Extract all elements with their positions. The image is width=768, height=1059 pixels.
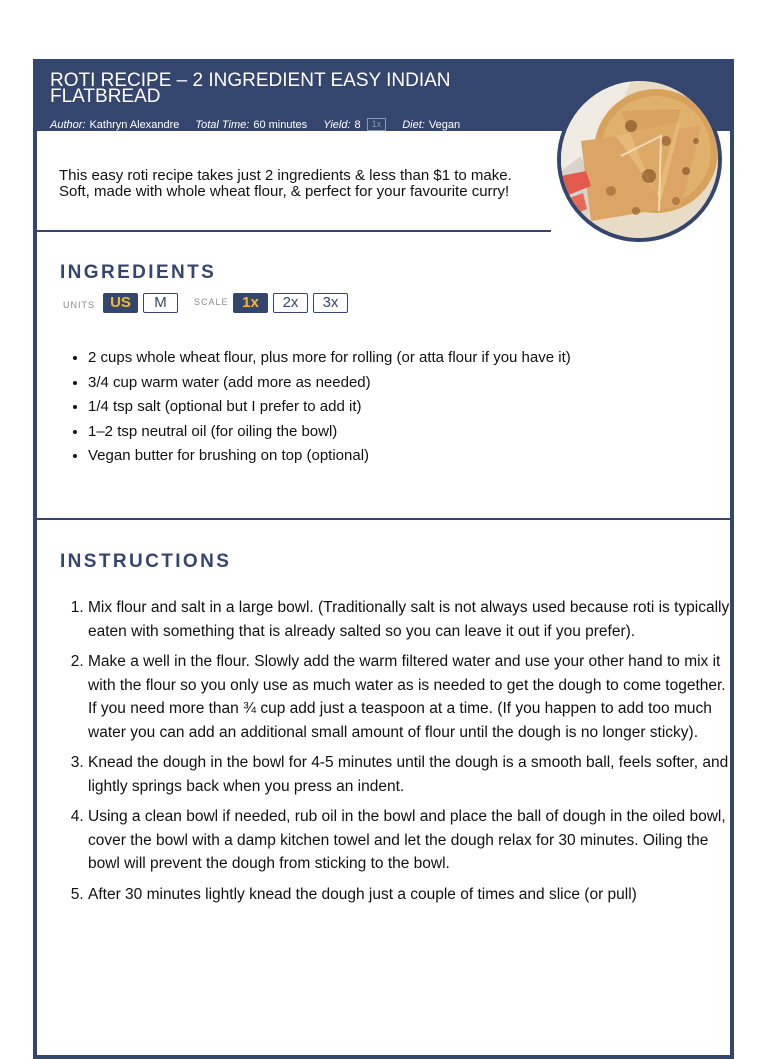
roti-photo-illustration (561, 81, 718, 238)
recipe-summary: This easy roti recipe takes just 2 ingredients & less than $1 to make. Soft, made with whole wheat flour, & perfect for your favourite curry! (59, 167, 512, 200)
scale-1x-button[interactable]: 1x (233, 293, 268, 313)
instruction-step: 5. After 30 minutes lightly knead the dough just a couple of times and slice (or pull) (88, 883, 736, 907)
ingredient-item: • 1–2 tsp neutral oil (for oiling the bowl) (88, 420, 728, 445)
diet-label: Diet: (402, 119, 425, 131)
scale-3x-button[interactable]: 3x (313, 293, 348, 313)
instruction-step: 2. Make a well in the flour. Slowly add the warm filtered water and use your other hand to mix it with the flour so you only use as much water as is needed to get the dough to come together. If you need more than ¾ cup add just a teaspoon at a time. (If you happen to add too much water you can add an additional small amount of flour until the dough is no longer sticky). (88, 650, 736, 744)
author-link[interactable]: Kathryn Alexandre (89, 119, 180, 131)
author-label: Author: (50, 119, 86, 131)
ingredient-item: • 2 cups whole wheat flour, plus more for rolling (or atta flour if you have it) (88, 346, 728, 371)
section-divider (37, 518, 730, 520)
ingredients-heading: INGREDIENTS (60, 262, 217, 283)
instruction-step: 4. Using a clean bowl if needed, rub oil in the bowl and place the ball of dough in the oiled bowl, cover the bowl with a damp kitchen towel and let the dough relax for 30 minutes. Oiling the bowl will prevent the dough from sticking to the bowl. (88, 805, 736, 876)
recipe-meta (50, 118, 473, 131)
instruction-list (60, 596, 736, 913)
scale-label: SCALE (194, 297, 229, 307)
summary-section (37, 131, 551, 232)
diet-value: Vegan (428, 119, 461, 131)
yield-label: Yield: (323, 119, 351, 131)
recipe-card (33, 59, 734, 1059)
ingredient-item: • 3/4 cup warm water (add more as needed) (88, 371, 728, 396)
ingredient-item: • Vegan butter for brushing on top (optional) (88, 444, 728, 469)
ingredient-item: • 1/4 tsp salt (optional but I prefer to add it) (88, 395, 728, 420)
instructions-heading: INSTRUCTIONS (60, 551, 232, 572)
instruction-step: 3. Knead the dough in the bowl for 4-5 minutes until the dough is a smooth ball, feels softer, and lightly springs back when you press an indent. (88, 751, 736, 798)
instruction-step: 1. Mix flour and salt in a large bowl. (Traditionally salt is not always used because roti is typically eaten with something that is already salted so you can leave it out if you prefer). (88, 596, 736, 643)
units-label: UNITS (63, 300, 95, 310)
units-us-button[interactable]: US (103, 293, 138, 313)
yield-value: 8 (354, 119, 361, 131)
total-time-label: Total Time: (195, 119, 250, 131)
units-metric-button[interactable]: M (143, 293, 178, 313)
scale-2x-button[interactable]: 2x (273, 293, 308, 313)
yield-scale-button[interactable]: 1x (367, 118, 387, 131)
total-time-value: 60 minutes (253, 119, 308, 131)
ingredient-list (64, 346, 728, 469)
recipe-image (557, 77, 722, 242)
recipe-title: ROTI RECIPE – 2 INGREDIENT EASY INDIAN FLATBREAD (50, 70, 451, 107)
